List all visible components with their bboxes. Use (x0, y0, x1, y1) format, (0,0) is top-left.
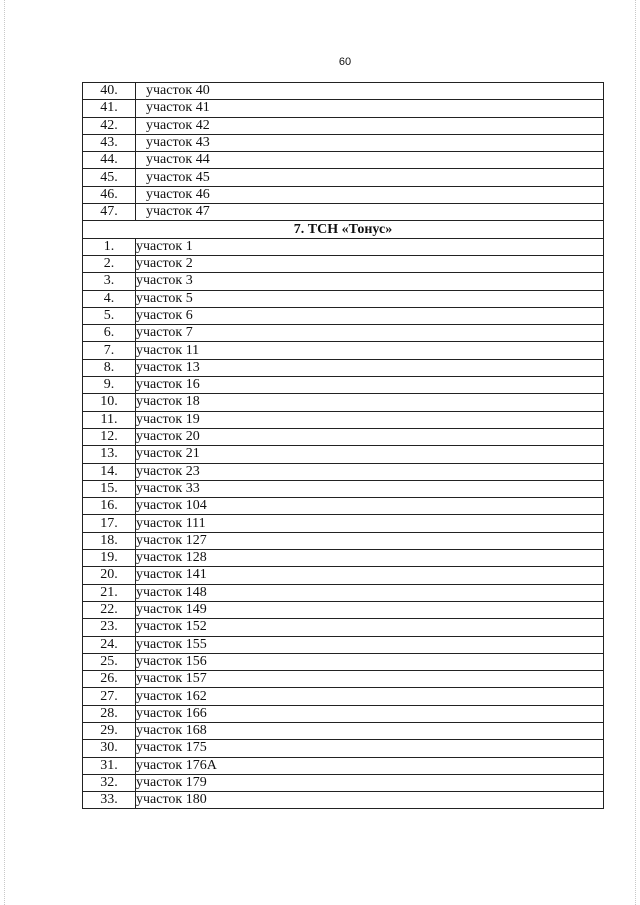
row-number: 5. (83, 307, 136, 324)
table-row (83, 774, 604, 791)
table-row (83, 463, 604, 480)
row-number: 42. (83, 117, 136, 134)
scan-edge-right (635, 0, 636, 905)
plot-name: участок 33 (136, 480, 604, 497)
plot-name: участок 127 (136, 532, 604, 549)
table-row (83, 186, 604, 203)
row-number: 46. (83, 186, 136, 203)
plot-name: участок 179 (136, 774, 604, 791)
row-number: 12. (83, 428, 136, 445)
table-row (83, 342, 604, 359)
table-row (83, 134, 604, 151)
row-number: 8. (83, 359, 136, 376)
table-row (83, 394, 604, 411)
row-number: 32. (83, 774, 136, 791)
table-row (83, 550, 604, 567)
row-number: 2. (83, 255, 136, 272)
scan-edge-left (4, 0, 5, 905)
row-number: 20. (83, 567, 136, 584)
plots-table-body (83, 83, 604, 809)
plot-name: участок 152 (136, 619, 604, 636)
table-row (83, 671, 604, 688)
plot-name: участок 46 (136, 186, 604, 203)
row-number: 24. (83, 636, 136, 653)
table-row (83, 722, 604, 739)
table-row (83, 705, 604, 722)
row-number: 18. (83, 532, 136, 549)
plot-name: участок 180 (136, 792, 604, 809)
table-row (83, 532, 604, 549)
table-row (83, 411, 604, 428)
row-number: 27. (83, 688, 136, 705)
row-number: 33. (83, 792, 136, 809)
row-number: 11. (83, 411, 136, 428)
section-header-row (83, 221, 604, 238)
plot-name: участок 16 (136, 377, 604, 394)
table-row (83, 688, 604, 705)
plot-name: участок 43 (136, 134, 604, 151)
table-row (83, 377, 604, 394)
row-number: 31. (83, 757, 136, 774)
table-row (83, 792, 604, 809)
table-row (83, 567, 604, 584)
plot-name: участок 20 (136, 428, 604, 445)
table-row (83, 636, 604, 653)
table-row (83, 325, 604, 342)
row-number: 28. (83, 705, 136, 722)
plot-name: участок 3 (136, 273, 604, 290)
table-row (83, 584, 604, 601)
plot-name: участок 40 (136, 83, 604, 100)
plot-name: участок 47 (136, 204, 604, 221)
row-number: 41. (83, 100, 136, 117)
plot-name: участок 104 (136, 498, 604, 515)
row-number: 29. (83, 722, 136, 739)
table-row (83, 152, 604, 169)
table-row (83, 169, 604, 186)
row-number: 25. (83, 653, 136, 670)
table-row (83, 740, 604, 757)
row-number: 40. (83, 83, 136, 100)
table-row (83, 83, 604, 100)
plot-name: участок 148 (136, 584, 604, 601)
page-number: 60 (338, 56, 352, 68)
plot-name: участок 23 (136, 463, 604, 480)
table-row (83, 515, 604, 532)
row-number: 30. (83, 740, 136, 757)
plot-name: участок 166 (136, 705, 604, 722)
plot-name: участок 2 (136, 255, 604, 272)
row-number: 6. (83, 325, 136, 342)
row-number: 21. (83, 584, 136, 601)
table-row (83, 204, 604, 221)
table-row (83, 359, 604, 376)
row-number: 19. (83, 550, 136, 567)
table-row (83, 653, 604, 670)
plots-table (82, 82, 604, 809)
plot-name: участок 44 (136, 152, 604, 169)
table-row (83, 100, 604, 117)
table-row (83, 273, 604, 290)
plot-name: участок 175 (136, 740, 604, 757)
plot-name: участок 156 (136, 653, 604, 670)
table-row (83, 290, 604, 307)
row-number: 7. (83, 342, 136, 359)
plot-name: участок 149 (136, 601, 604, 618)
row-number: 9. (83, 377, 136, 394)
row-number: 16. (83, 498, 136, 515)
plot-name: участок 176А (136, 757, 604, 774)
plot-name: участок 111 (136, 515, 604, 532)
row-number: 26. (83, 671, 136, 688)
table-row (83, 255, 604, 272)
table-row (83, 757, 604, 774)
row-number: 17. (83, 515, 136, 532)
table-row (83, 601, 604, 618)
table-row (83, 428, 604, 445)
plot-name: участок 45 (136, 169, 604, 186)
row-number: 3. (83, 273, 136, 290)
plot-name: участок 5 (136, 290, 604, 307)
row-number: 14. (83, 463, 136, 480)
plot-name: участок 155 (136, 636, 604, 653)
plot-name: участок 157 (136, 671, 604, 688)
table-row (83, 446, 604, 463)
row-number: 1. (83, 238, 136, 255)
plot-name: участок 11 (136, 342, 604, 359)
plot-name: участок 18 (136, 394, 604, 411)
plot-name: участок 6 (136, 307, 604, 324)
table-row (83, 238, 604, 255)
row-number: 4. (83, 290, 136, 307)
table-row (83, 480, 604, 497)
plot-name: участок 19 (136, 411, 604, 428)
plot-name: участок 128 (136, 550, 604, 567)
row-number: 10. (83, 394, 136, 411)
section-title: 7. ТСН «Тонус» (83, 221, 604, 238)
row-number: 15. (83, 480, 136, 497)
plot-name: участок 141 (136, 567, 604, 584)
plot-name: участок 1 (136, 238, 604, 255)
row-number: 22. (83, 601, 136, 618)
table-row (83, 619, 604, 636)
plot-name: участок 13 (136, 359, 604, 376)
table-row (83, 117, 604, 134)
plot-name: участок 162 (136, 688, 604, 705)
row-number: 45. (83, 169, 136, 186)
plot-name: участок 42 (136, 117, 604, 134)
plot-name: участок 7 (136, 325, 604, 342)
row-number: 13. (83, 446, 136, 463)
row-number: 44. (83, 152, 136, 169)
plot-name: участок 168 (136, 722, 604, 739)
row-number: 23. (83, 619, 136, 636)
plot-name: участок 41 (136, 100, 604, 117)
table-row (83, 307, 604, 324)
row-number: 43. (83, 134, 136, 151)
plot-name: участок 21 (136, 446, 604, 463)
row-number: 47. (83, 204, 136, 221)
table-row (83, 498, 604, 515)
